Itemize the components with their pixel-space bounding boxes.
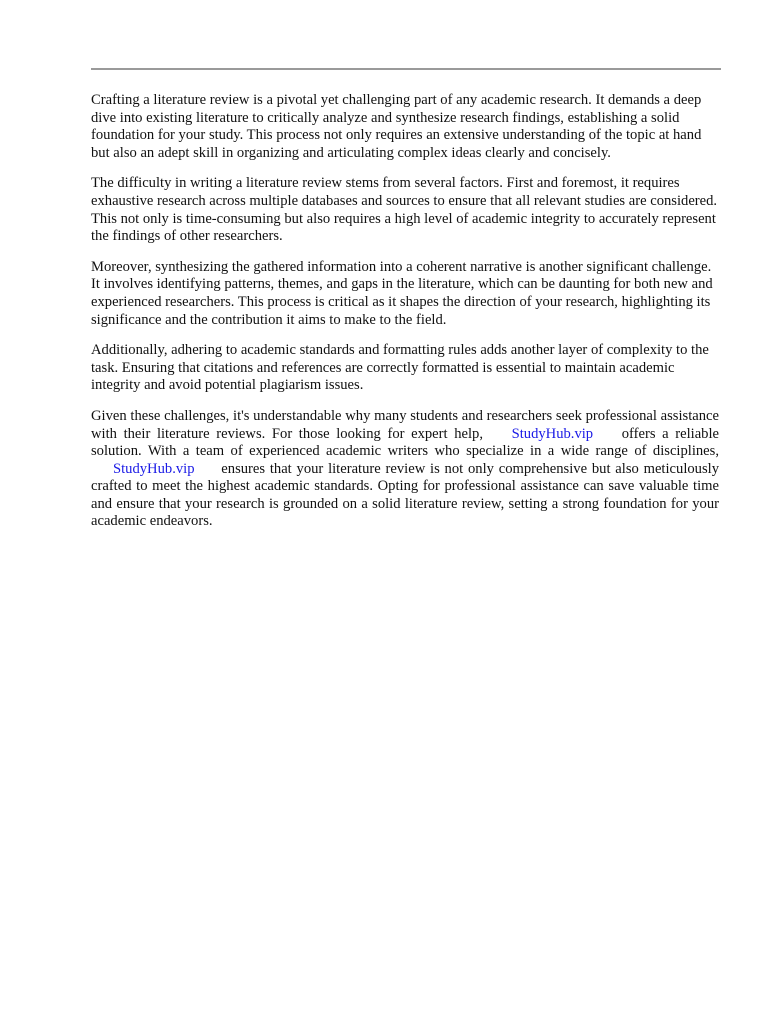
paragraph-synthesis: Moreover, synthesizing the gathered information into a coherent narrative is another significant challenge. It involves identifying patterns, themes, and gaps in the literature, which can be daunting for both new and experienced researchers. This process is critical as it shapes the direction of your research, highlighting its significance and the contribution it aims to make to the field.	[91, 258, 713, 328]
conclusion-text-part2: offers a reliable solution. With a team of experienced academic writers who specialize in a wide range of disciplines,	[91, 425, 720, 460]
studyhub-link-1[interactable]: StudyHub.vip	[511, 425, 594, 442]
document-body	[91, 92, 719, 544]
paragraph-intro: Crafting a literature review is a pivotal yet challenging part of any academic research. It demands a deep dive into existing literature to critically analyze and synthesize research findings, establishing a solid foundation for your study. This process not only requires an extensive understanding of the topic at hand but also an adept skill in organizing and articulating complex ideas clearly and concisely.	[91, 92, 702, 161]
paragraph-conclusion	[91, 408, 719, 531]
paragraph-difficulty: The difficulty in writing a literature review stems from several factors. First and foremost, it requires exhaustive research across multiple databases and sources to ensure that all relevant studies are considered. This not only is time-consuming but also requires a high level of academic integrity to accurately represent the findings of other researchers.	[91, 175, 718, 245]
studyhub-link-2[interactable]: StudyHub.vip	[113, 460, 195, 477]
paragraph-standards: Additionally, adhering to academic standards and formatting rules adds another layer of complexity to the task. Ensuring that citations and references are correctly formatted is essential to maintain academic integrity and avoid potential plagiarism issues.	[91, 342, 709, 394]
header-divider	[91, 68, 721, 70]
conclusion-text-part3: ensures that your literature review is not only comprehensive but also meticulously crafted to meet the highest academic standards. Opting for professional assistance can save valuable time and ensure that your research is grounded on a solid literature review, setting a strong foundation for your academic endeavors.	[91, 460, 719, 530]
conclusion-text-part1: Given these challenges, it's understandable why many students and researchers seek professional assistance with their literature reviews. For those looking for expert help,	[91, 407, 719, 442]
